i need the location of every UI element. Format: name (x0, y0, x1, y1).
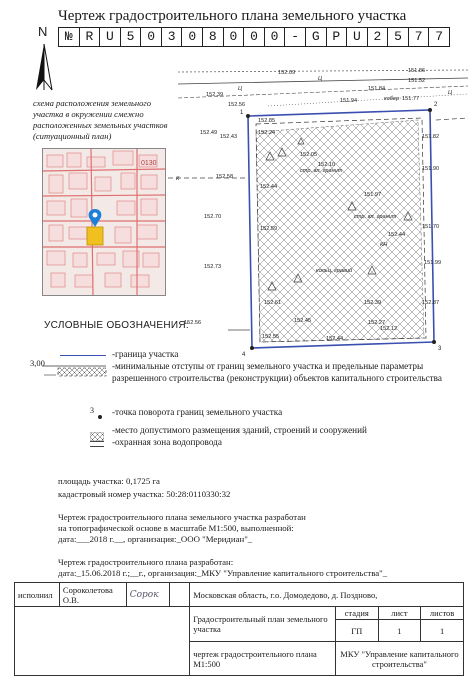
elevation-mark: 151.52 (408, 78, 426, 84)
boundary-point-number: 2 (434, 102, 438, 108)
page-title: Чертеж градостроительного плана земельного участка (58, 8, 407, 24)
elevation-mark: 152.44 (388, 232, 406, 238)
north-arrow-icon (30, 24, 58, 94)
elevation-mark: 152.10 (318, 162, 336, 168)
doc-number-char: U (100, 28, 121, 46)
stamp-header-sheet: лист (378, 607, 421, 620)
stamp-role: исполнил (15, 583, 60, 607)
legend-zone-text: -место допустимого размещения зданий, строений и сооружений (112, 425, 367, 435)
site-plan (168, 60, 468, 358)
legend-setback-text: -минимальные отступы от границ земельного участка и предельные параметры разрешенного строительства (реконструкции) объектов капитального строительства (112, 361, 442, 383)
compass-label: N (38, 24, 48, 39)
doc-number-char: 0 (224, 28, 245, 46)
doc-number-char: 0 (141, 28, 162, 46)
point-dot-icon (98, 415, 102, 419)
legend-setback-symbol (42, 364, 106, 376)
stamp-sheet: 1 (378, 620, 421, 642)
signature-text: Сорок (129, 590, 159, 600)
elevation-mark: 151.86 (408, 68, 426, 74)
doc-number-char: 0 (244, 28, 265, 46)
doc-number-char: 0 (265, 28, 286, 46)
elevation-mark: 151.77 (402, 96, 420, 102)
stamp-doc-title: Градостроительный план земельного участка (190, 607, 336, 642)
plan-label: Ц (318, 76, 323, 82)
developer-plan-line-2: дата:_15.06.2018 г.;__г., организация:_МКУ "Управление капитального строительства"_ (58, 568, 388, 578)
stamp-sheets: 1 (421, 620, 464, 642)
legend-boundary-symbol (60, 355, 106, 356)
stamp-org: МКУ "Управление капитального строительства" (335, 642, 463, 676)
elevation-mark: 152.56 (184, 320, 202, 326)
elevation-mark: 152.73 (204, 264, 222, 270)
legend-setback-value: 3,00 (30, 358, 45, 368)
legend-water-text: -охранная зона водопровода (112, 437, 222, 447)
plan-label: стр. вл. гранит (354, 214, 397, 220)
doc-number-char: 8 (203, 28, 224, 46)
elevation-mark: 151.84 (368, 86, 386, 92)
stamp-date-cell (169, 583, 190, 607)
elevation-mark: 151.94 (340, 98, 358, 104)
developer-topo-line-3: дата:___2018 г.__, организация:_ООО "Меридиан"_ (58, 534, 253, 544)
doc-number-char: 0 (182, 28, 203, 46)
stamp-signature (126, 583, 169, 607)
doc-number-char: 5 (121, 28, 142, 46)
elevation-mark: 152.44 (326, 336, 344, 342)
elevation-mark: 152.85 (258, 118, 276, 124)
boundary-point-number: 3 (438, 346, 442, 352)
stamp-header-stage: стадия (335, 607, 378, 620)
doc-number-char: U (347, 28, 368, 46)
title-block (14, 582, 464, 676)
stamp-header-sheets: листов (421, 607, 464, 620)
plan-label: Ц (238, 86, 243, 92)
doc-number-char: P (327, 28, 348, 46)
elevation-mark: 152.56 (228, 102, 246, 108)
developer-plan-line-1: Чертеж градостроительного плана разработан: (58, 557, 234, 567)
plan-label: кобер (384, 96, 400, 102)
elevation-mark: 152.09 (278, 70, 296, 76)
elevation-mark: 152.55 (262, 334, 280, 340)
elevation-mark: 151.82 (422, 134, 440, 140)
elevation-mark: 151.97 (364, 192, 382, 198)
stamp-address: Московская область, г.о. Домодедово, д. Поздново, (190, 583, 464, 607)
stamp-blank (15, 607, 190, 676)
boundary-point-number: 4 (242, 352, 246, 358)
doc-number-char: - (285, 28, 306, 46)
plan-label: кольц. гравий (316, 268, 353, 274)
doc-number-char: 7 (409, 28, 430, 46)
elevation-mark: 152.43 (220, 134, 238, 140)
legend-water-symbol (90, 441, 104, 447)
doc-number-char: G (306, 28, 327, 46)
elevation-mark: 152.61 (264, 300, 282, 306)
legend-point-number: 3 (90, 406, 94, 415)
elevation-mark: 152.59 (260, 226, 278, 232)
elevation-mark: 152.39 (364, 300, 382, 306)
doc-number-char: 2 (368, 28, 389, 46)
elevation-mark: 152.24 (258, 130, 276, 136)
elevation-mark: 152.49 (200, 130, 218, 136)
stamp-stage: ГП (335, 620, 378, 642)
doc-number-box (58, 27, 450, 47)
elevation-mark: 152.05 (300, 152, 318, 158)
elevation-mark: 152.70 (204, 214, 222, 220)
elevation-mark: 152.27 (368, 320, 386, 326)
elevation-mark: 152.58 (216, 174, 234, 180)
situation-parcel-label: 0130 (141, 160, 157, 167)
stamp-sheet-title: чертеж градостроительного плана М1:500 (190, 642, 336, 676)
plan-label: К (176, 176, 180, 182)
doc-number-char: 3 (162, 28, 183, 46)
elevation-mark: 152.12 (380, 326, 398, 332)
legend-boundary-text: -граница участка (112, 349, 179, 359)
plan-label: Ц (448, 90, 453, 96)
boundary-point-number: 1 (240, 110, 244, 116)
stamp-person: Сороколетова О.В. (59, 583, 126, 607)
elevation-mark: 151.99 (424, 260, 442, 266)
elevation-mark: 152.44 (260, 184, 278, 190)
area-text: площадь участка: 0,1725 га (58, 476, 160, 486)
doc-number-char: R (80, 28, 101, 46)
plan-label: стр. вл. гранит (300, 168, 343, 174)
plan-label: КН (380, 242, 388, 248)
elevation-mark: 151.70 (422, 224, 440, 230)
doc-number-char: 7 (435, 29, 444, 44)
doc-number-char: 5 (388, 28, 409, 46)
situation-map (42, 148, 166, 296)
legend-title: УСЛОВНЫЕ ОБОЗНАЧЕНИЯ: (44, 320, 189, 331)
legend-point-symbol (90, 406, 102, 424)
elevation-mark: 152.45 (294, 318, 312, 324)
legend-zone-symbol (90, 428, 104, 437)
developer-topo-line-1: Чертеж градостроительного плана земельного участка разработан (58, 512, 306, 522)
cadastral-text: кадастровый номер участка: 50:28:0110330:32 (58, 489, 231, 499)
elevation-mark: 151.90 (422, 166, 440, 172)
elevation-mark: 152.39 (206, 92, 224, 98)
doc-number-prefix: № (59, 28, 80, 46)
situation-plan-caption: схема расположения земельного участка в окружении смежно расположенных земельных участков (ситуационный план) (33, 98, 168, 141)
developer-topo-line-2: на топографической основе в масштабе М1:500, выполненной: (58, 523, 294, 533)
elevation-mark: 152.87 (422, 300, 440, 306)
legend-point-text: -точка поворота границ земельного участка (112, 407, 283, 417)
